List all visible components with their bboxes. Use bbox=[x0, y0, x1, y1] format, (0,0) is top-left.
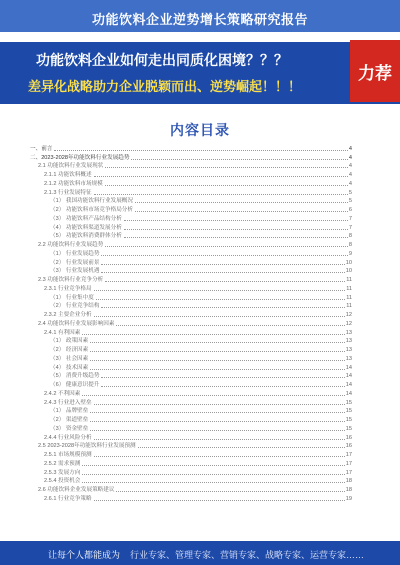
toc-entry-page: 17 bbox=[345, 460, 352, 467]
toc-entry-label: （2） 行业竞争结构 bbox=[50, 303, 100, 310]
toc-entry-label: （2） 经济因素 bbox=[50, 347, 89, 353]
toc-entry-page: 18 bbox=[345, 487, 352, 493]
banner-headline: 功能饮料企业如何走出同质化困境？？？ bbox=[36, 52, 288, 68]
toc-leader-dots bbox=[54, 149, 347, 151]
toc-entry[interactable] bbox=[30, 284, 352, 293]
toc-entry[interactable] bbox=[30, 389, 352, 398]
toc-entry-page: 4 bbox=[348, 154, 352, 161]
toc-entry-page: 5 bbox=[348, 198, 352, 205]
toc-entry[interactable] bbox=[30, 188, 352, 197]
toc-entry-label: 2.3 功能饮料行业竞争分析 bbox=[38, 277, 104, 283]
toc-leader-dots bbox=[94, 315, 345, 317]
toc-entry[interactable] bbox=[30, 267, 352, 276]
toc-entry-page: 4 bbox=[348, 145, 352, 152]
toc-entry-page: 4 bbox=[348, 163, 352, 170]
toc-entry[interactable] bbox=[30, 162, 352, 171]
toc-entry-page: 16 bbox=[345, 443, 352, 450]
toc-leader-dots bbox=[94, 289, 346, 291]
footer-right-text: 行业专家、管理专家、营销专家、战略专家、运营专家…… bbox=[130, 550, 365, 560]
toc-leader-dots bbox=[124, 236, 348, 238]
toc-leader-dots bbox=[116, 490, 344, 492]
toc-entry-page: 15 bbox=[345, 399, 352, 406]
toc-entry-label: （4） 功能饮料渠道发展分析 bbox=[50, 224, 122, 231]
toc-entry-label: 2.2 功能饮料行业发展趋势 bbox=[38, 242, 104, 248]
toc-entry-page: 19 bbox=[345, 495, 352, 502]
toc-entry-page: 13 bbox=[345, 329, 352, 336]
toc-entry-page: 15 bbox=[345, 417, 352, 423]
toc-entry-label: 2.5.2 需求预测 bbox=[44, 460, 81, 467]
toc-entry-page: 11 bbox=[346, 285, 352, 292]
toc-entry-label: （3） 社会因素 bbox=[50, 355, 89, 362]
toc-entry-label: 2.3.2 主要企业分析 bbox=[44, 312, 92, 318]
toc-entry[interactable] bbox=[30, 153, 352, 162]
toc-entry-label: （1） 我国功能饮料行业发展概况 bbox=[50, 198, 133, 205]
toc-entry-page: 15 bbox=[345, 425, 352, 432]
toc-entry[interactable] bbox=[30, 468, 352, 477]
toc-entry-label: （3） 行业发展机遇 bbox=[50, 268, 100, 275]
toc-entry-label: 一、前言 bbox=[30, 145, 53, 152]
toc-entry-page: 10 bbox=[345, 268, 352, 275]
toc-entry[interactable] bbox=[30, 144, 352, 153]
toc-entry-label: 2.6 功能饮料企业发展策略建议 bbox=[38, 487, 115, 493]
toc-leader-dots bbox=[90, 429, 345, 431]
toc-leader-dots bbox=[90, 341, 345, 343]
toc-leader-dots bbox=[90, 368, 345, 370]
toc-entry-page: 4 bbox=[348, 172, 352, 178]
toc-entry[interactable] bbox=[30, 223, 352, 232]
toc-entry[interactable] bbox=[30, 415, 352, 424]
toc-entry-label: 2.4.1 有利因素 bbox=[44, 329, 81, 336]
recommend-stamp: 力荐 bbox=[350, 40, 400, 102]
toc-entry-page: 11 bbox=[346, 294, 352, 301]
toc-leader-dots bbox=[90, 420, 345, 422]
toc-entry[interactable] bbox=[30, 232, 352, 241]
toc-leader-dots bbox=[135, 210, 348, 212]
toc-entry[interactable] bbox=[30, 179, 352, 188]
report-title: 功能饮料企业逆势增长策略研究报告 bbox=[91, 12, 308, 27]
toc-entry[interactable] bbox=[30, 354, 352, 363]
toc-entry-page: 8 bbox=[348, 242, 352, 248]
toc-entry-page: 14 bbox=[345, 364, 352, 371]
toc-entry[interactable] bbox=[30, 424, 352, 433]
toc-entry[interactable] bbox=[30, 477, 352, 486]
toc-entry-page: 7 bbox=[348, 224, 352, 231]
toc-entry-label: 2.6.1 行业竞争策略 bbox=[44, 495, 92, 502]
toc-leader-dots bbox=[105, 166, 348, 168]
toc-entry-label: （5） 功能饮料消费群体分析 bbox=[50, 233, 122, 240]
toc-entry-page: 11 bbox=[346, 277, 352, 283]
toc-entry-page: 4 bbox=[348, 180, 352, 187]
toc-entry-page: 9 bbox=[348, 250, 352, 257]
toc-entry-page: 17 bbox=[345, 452, 352, 458]
toc-leader-dots bbox=[105, 280, 345, 282]
toc-entry-page: 16 bbox=[345, 434, 352, 441]
toc-entry-label: 2.1.2 功能饮料市场规模 bbox=[44, 180, 103, 187]
toc-entry-page: 18 bbox=[345, 478, 352, 485]
toc-leader-dots bbox=[94, 455, 345, 457]
toc-entry-label: （2） 行业发展前景 bbox=[50, 259, 100, 266]
toc-entry-label: 2.3.1 行业竞争格局 bbox=[44, 285, 92, 292]
toc-leader-dots bbox=[82, 333, 344, 335]
toc-entry[interactable] bbox=[30, 197, 352, 206]
toc-leader-dots bbox=[101, 271, 344, 273]
toc-entry[interactable] bbox=[30, 485, 352, 494]
toc-entry[interactable] bbox=[30, 345, 352, 354]
toc-entry-label: （2） 功能饮料市场竞争格局分析 bbox=[50, 207, 133, 213]
toc-leader-dots bbox=[124, 228, 348, 230]
footer-bar bbox=[0, 541, 400, 565]
toc-leader-dots bbox=[94, 175, 348, 177]
toc-entry[interactable] bbox=[30, 337, 352, 346]
toc-entry-label: （5） 消费升级趋势 bbox=[50, 373, 100, 380]
toc-entry-label: 2.1.3 行业发展特征 bbox=[44, 189, 92, 196]
toc-entry-label: （1） 品牌壁垒 bbox=[50, 408, 89, 415]
toc-entry[interactable] bbox=[30, 328, 352, 337]
toc-entry-page: 15 bbox=[345, 408, 352, 415]
toc-leader-dots bbox=[101, 254, 347, 256]
toc-leader-dots bbox=[138, 446, 345, 448]
toc-entry[interactable] bbox=[30, 214, 352, 223]
toc-entry[interactable] bbox=[30, 240, 352, 249]
toc-leader-dots bbox=[90, 411, 345, 413]
toc-leader-dots bbox=[82, 473, 344, 475]
toc-entry[interactable] bbox=[30, 205, 352, 214]
toc-leader-dots bbox=[131, 158, 347, 160]
toc-entry-page: 14 bbox=[345, 373, 352, 380]
toc-entry-page: 14 bbox=[345, 382, 352, 388]
toc-entry-page: 14 bbox=[345, 390, 352, 397]
table-of-contents bbox=[30, 144, 352, 503]
toc-entry-label: （3） 功能饮料产品结构分析 bbox=[50, 215, 122, 222]
toc-entry[interactable] bbox=[30, 275, 352, 284]
toc-entry-page: 6 bbox=[348, 207, 352, 213]
toc-entry-page: 8 bbox=[348, 233, 352, 240]
toc-leader-dots bbox=[101, 306, 345, 308]
toc-entry[interactable] bbox=[30, 170, 352, 179]
toc-leader-dots bbox=[124, 219, 348, 221]
toc-entry[interactable] bbox=[30, 372, 352, 381]
toc-entry-page: 13 bbox=[345, 347, 352, 353]
toc-title: 内容目录 bbox=[170, 122, 230, 138]
toc-entry[interactable] bbox=[30, 258, 352, 267]
toc-leader-dots bbox=[90, 359, 345, 361]
toc-entry-label: （3） 资金壁垒 bbox=[50, 425, 89, 432]
toc-entry-page: 11 bbox=[346, 303, 352, 310]
toc-entry-label: 2.4.4 行业风险分析 bbox=[44, 434, 92, 441]
toc-entry-page: 12 bbox=[345, 320, 352, 327]
toc-entry[interactable] bbox=[30, 380, 352, 389]
toc-leader-dots bbox=[90, 350, 345, 352]
toc-leader-dots bbox=[101, 385, 344, 387]
toc-leader-dots bbox=[105, 184, 348, 186]
toc-entry-label: （1） 政策因素 bbox=[50, 338, 89, 345]
toc-entry-page: 13 bbox=[345, 338, 352, 345]
toc-entry[interactable] bbox=[30, 433, 352, 442]
toc-entry-label: 2.1 功能饮料行业发展现状 bbox=[38, 163, 104, 170]
toc-leader-dots bbox=[94, 403, 345, 405]
toc-leader-dots bbox=[105, 245, 348, 247]
banner-subheadline: 差异化战略助力企业脱颖而出、逆势崛起！！！ bbox=[28, 79, 302, 94]
toc-entry-label: （1） 行业集中度 bbox=[50, 294, 94, 301]
toc-entry-page: 10 bbox=[345, 259, 352, 266]
toc-entry-label: 2.4 功能饮料行业发展影响因素 bbox=[38, 320, 115, 327]
toc-entry-label: 2.4.2 不利因素 bbox=[44, 390, 81, 397]
toc-entry-label: 2.5 2023-2028年功能饮料行业发展预测 bbox=[38, 443, 136, 450]
toc-entry-label: （4） 技术因素 bbox=[50, 364, 89, 371]
toc-entry-label: 2.5.1 市场规模预测 bbox=[44, 452, 92, 458]
toc-entry[interactable] bbox=[30, 442, 352, 451]
toc-leader-dots bbox=[94, 438, 345, 440]
toc-entry-label: 二、2023-2028年功能饮料行业发展趋势 bbox=[30, 154, 130, 161]
toc-entry[interactable] bbox=[30, 450, 352, 459]
toc-entry-page: 5 bbox=[348, 189, 352, 196]
toc-entry-label: 2.5.4 投资机会 bbox=[44, 478, 81, 485]
footer-left-text: 让每个人都能成为 bbox=[48, 550, 121, 560]
toc-entry[interactable] bbox=[30, 293, 352, 302]
toc-entry[interactable] bbox=[30, 407, 352, 416]
toc-entry-page: 13 bbox=[345, 355, 352, 362]
toc-entry-label: 2.4.3 行业进入壁垒 bbox=[44, 399, 92, 406]
toc-leader-dots bbox=[116, 324, 344, 326]
toc-leader-dots bbox=[82, 394, 344, 396]
toc-entry-label: （2） 渠道壁垒 bbox=[50, 417, 89, 423]
toc-leader-dots bbox=[82, 481, 344, 483]
toc-leader-dots bbox=[82, 464, 344, 466]
toc-leader-dots bbox=[96, 298, 345, 300]
toc-entry-page: 7 bbox=[348, 215, 352, 222]
toc-entry[interactable] bbox=[30, 310, 352, 319]
toc-entry[interactable] bbox=[30, 398, 352, 407]
toc-entry-label: 2.5.3 发展方向 bbox=[44, 469, 81, 476]
toc-entry-page: 12 bbox=[345, 312, 352, 318]
toc-entry-label: 2.1.1 功能饮料概述 bbox=[44, 172, 92, 178]
toc-entry[interactable] bbox=[30, 363, 352, 372]
toc-leader-dots bbox=[94, 193, 348, 195]
promo-banner bbox=[0, 42, 400, 104]
toc-entry[interactable] bbox=[30, 302, 352, 311]
toc-entry[interactable] bbox=[30, 319, 352, 328]
toc-leader-dots bbox=[135, 201, 348, 203]
toc-entry[interactable] bbox=[30, 494, 352, 503]
toc-entry[interactable] bbox=[30, 459, 352, 468]
toc-entry-page: 17 bbox=[345, 469, 352, 476]
toc-entry[interactable] bbox=[30, 249, 352, 258]
toc-entry-label: （1） 行业发展趋势 bbox=[50, 250, 100, 257]
toc-leader-dots bbox=[94, 499, 345, 501]
toc-leader-dots bbox=[101, 263, 344, 265]
toc-entry-label: （6） 健康意识提升 bbox=[50, 382, 100, 388]
header-bar bbox=[0, 0, 400, 32]
toc-leader-dots bbox=[101, 376, 344, 378]
